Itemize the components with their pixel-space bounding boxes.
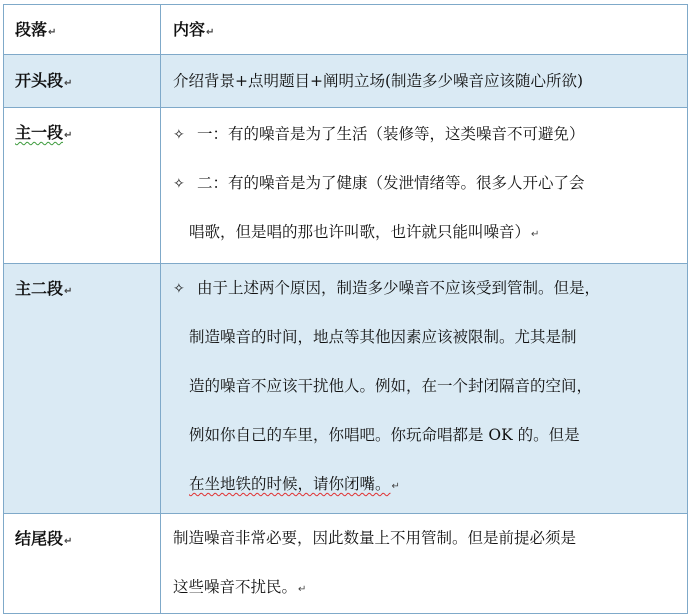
diamond-bullet-icon: ✧ — [173, 176, 185, 192]
content-line: 唱歌，但是唱的那也许叫歌，也许就只能叫噪音） — [189, 223, 531, 241]
label-cell — [4, 514, 161, 614]
content-cell — [161, 55, 688, 108]
diamond-bullet-icon: ✧ — [173, 127, 185, 143]
content-line: 例如你自己的车里，你唱吧。你玩命唱都是 OK 的。但是 — [189, 426, 580, 444]
content-line: 在坐地铁的时候，请你闭嘴。 — [189, 475, 391, 493]
header-cell-section — [4, 5, 161, 55]
paragraph-mark-icon: ↵ — [64, 78, 73, 89]
row-label: 主一段 — [15, 123, 64, 142]
content-line: 制造噪音非常必要，因此数量上不用管制。但是前提必须是 — [173, 529, 577, 547]
row-label: 主二段 — [15, 279, 64, 298]
paragraph-mark-icon: ↵ — [391, 481, 400, 492]
diamond-bullet-icon: ✧ — [173, 281, 185, 297]
table-header-row — [4, 5, 688, 55]
table-row-body2 — [4, 264, 688, 514]
table-row-body1 — [4, 108, 688, 264]
table-row-closing — [4, 514, 688, 614]
paragraph-mark-icon: ↵ — [206, 27, 215, 38]
table-row-opening — [4, 55, 688, 108]
paragraph-mark-icon: ↵ — [48, 27, 57, 38]
content-line: 制造噪音的时间，地点等其他因素应该被限制。尤其是制 — [189, 328, 577, 346]
outline-table — [3, 4, 688, 614]
row-label: 开头段 — [15, 71, 64, 90]
content-line: 介绍背景+点明题目+阐明立场(制造多少噪音应该随心所欲) — [173, 72, 584, 90]
content-cell — [161, 264, 688, 514]
header-section-label: 段落 — [15, 20, 48, 39]
header-content-label: 内容 — [173, 20, 206, 39]
content-line: 造的噪音不应该干扰他人。例如，在一个封闭隔音的空间， — [189, 377, 593, 395]
paragraph-mark-icon: ↵ — [64, 130, 73, 141]
row-label: 结尾段 — [15, 529, 64, 548]
label-cell — [4, 55, 161, 108]
content-line: 二：有的噪音是为了健康（发泄情绪等。很多人开心了会 — [197, 174, 585, 192]
content-cell — [161, 108, 688, 264]
content-cell — [161, 514, 688, 614]
paragraph-mark-icon: ↵ — [64, 536, 73, 547]
content-line: 由于上述两个原因，制造多少噪音不应该受到管制。但是， — [197, 279, 601, 297]
content-line: 这些噪音不扰民。 — [173, 578, 298, 596]
label-cell — [4, 264, 161, 514]
paragraph-mark-icon: ↵ — [531, 229, 540, 240]
header-cell-content — [161, 5, 688, 55]
label-cell — [4, 108, 161, 264]
paragraph-mark-icon: ↵ — [64, 286, 73, 297]
paragraph-mark-icon: ↵ — [298, 584, 307, 595]
content-line: 一：有的噪音是为了生活（装修等，这类噪音不可避免） — [197, 125, 585, 143]
